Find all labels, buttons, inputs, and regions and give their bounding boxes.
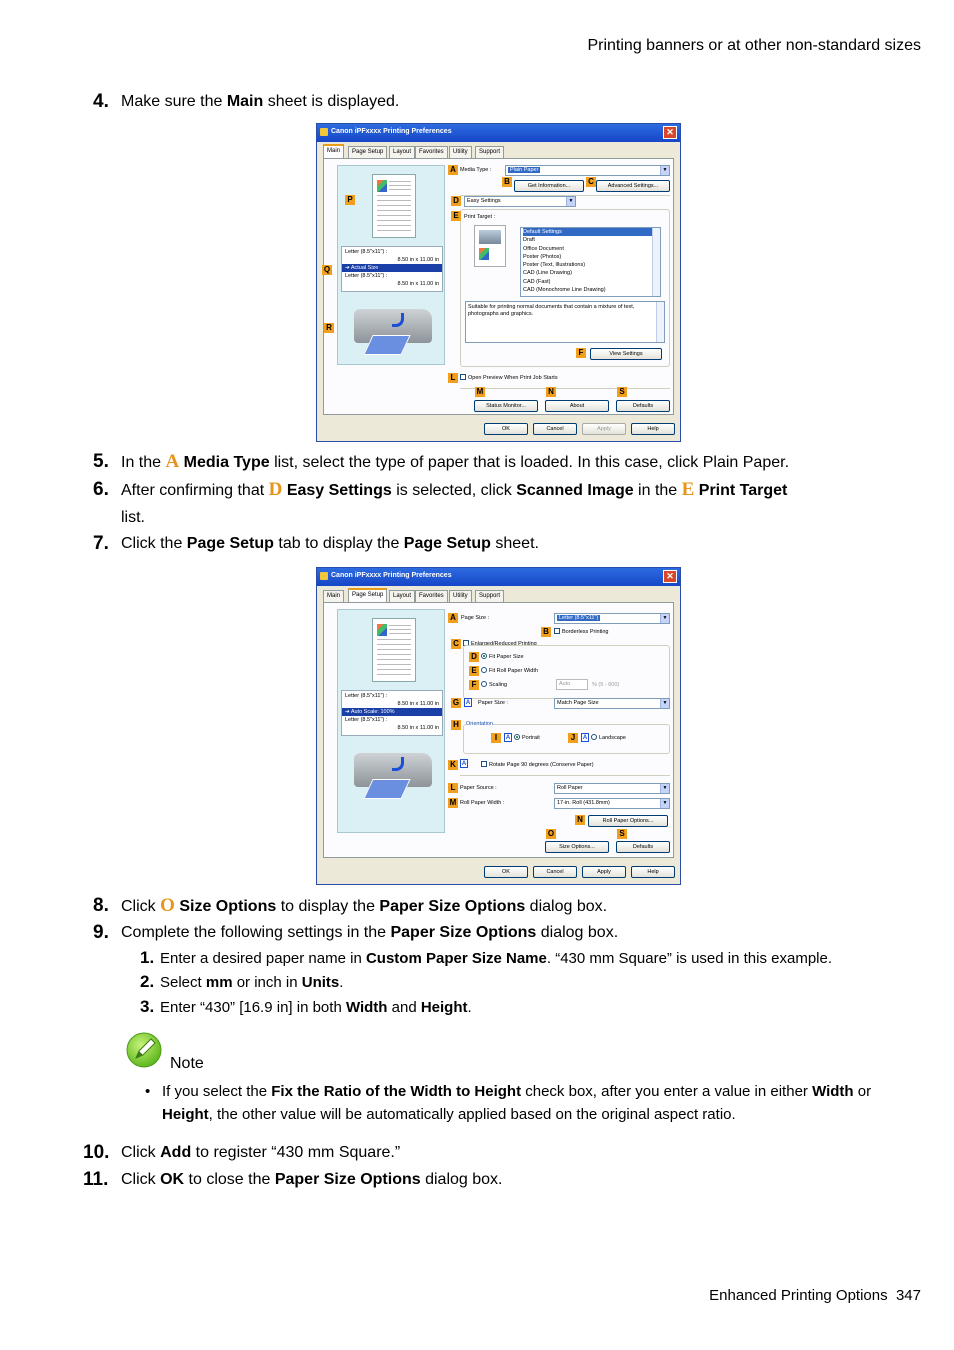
note-title: Note [170, 1055, 204, 1072]
paper-size-label: Paper Size : [478, 700, 508, 706]
size-line: 8.50 in x 11.00 in [397, 725, 439, 731]
callout-e: E [451, 211, 461, 221]
callout-key: D [268, 479, 283, 500]
printer-illustration [348, 745, 438, 803]
running-footer [709, 1287, 921, 1304]
text: in the [633, 482, 682, 499]
bold-term: mm [205, 974, 233, 991]
radio[interactable] [591, 734, 597, 740]
bold-term: Units [301, 974, 340, 991]
orientation-label: Orientation [466, 721, 493, 727]
roll-paper-options-button[interactable]: Roll Paper Options... [588, 815, 668, 827]
text: to close the [184, 1171, 275, 1188]
description-scrollbar[interactable] [656, 302, 664, 342]
checkbox[interactable] [554, 628, 560, 634]
callout-j: J [568, 733, 578, 743]
bullet-icon: • [145, 1083, 151, 1100]
text: to display the [276, 898, 380, 915]
callout-l: L [448, 373, 458, 383]
step-number: 6. [93, 479, 109, 500]
list-item[interactable]: Default Settings [523, 228, 660, 236]
bold-term: Page Setup [186, 535, 274, 552]
text: list. [121, 509, 145, 526]
media-type-value: Plain Paper [510, 167, 539, 173]
chevron-down-icon: ▼ [660, 699, 669, 708]
rotate-icon: A [461, 761, 467, 767]
chevron-down-icon: ▼ [660, 799, 669, 808]
ok-button[interactable]: OK [484, 866, 528, 878]
fit-roll-label: Fit Roll Paper Width [489, 668, 538, 674]
running-header: Printing banners or at other non-standard sizes [587, 37, 921, 54]
text: Select [160, 974, 206, 991]
callout-p: P [345, 195, 355, 205]
callout-n: N [575, 815, 585, 825]
text: Make sure the [121, 93, 227, 110]
tab-page-setup[interactable]: Page Setup [348, 588, 387, 602]
page-setup-panel [323, 602, 674, 858]
text: Enter a desired paper name in [160, 950, 366, 967]
preview-area [337, 609, 445, 833]
print-target-list[interactable] [520, 227, 661, 297]
step-text [121, 919, 881, 946]
advanced-settings-button[interactable]: Advanced Settings... [596, 180, 670, 192]
page-size-select[interactable] [554, 613, 670, 624]
paper-source-label: Paper Source : [460, 785, 497, 791]
note-pencil-icon [124, 1031, 164, 1069]
substep-number: 3. [140, 997, 155, 1016]
description-text: Suitable for printing normal documents that contain a mixture of text, photographs and graphics. [468, 304, 635, 317]
step-11 [83, 1166, 883, 1194]
callout-e: E [469, 666, 479, 676]
callout-d: D [451, 196, 461, 206]
apply-button[interactable]: Apply [582, 423, 626, 435]
apply-button[interactable]: Apply [582, 866, 626, 878]
text: . “430 mm Square” is used in this example. [546, 950, 832, 967]
tab-support[interactable]: Support [475, 590, 504, 602]
substep-3 [140, 995, 472, 1020]
callout-k: K [448, 760, 458, 770]
radio[interactable] [514, 734, 520, 740]
text: Complete the following settings in the [121, 924, 391, 941]
text: is selected, click [391, 482, 517, 499]
list-item[interactable]: Draft [523, 237, 535, 244]
substep-number: 2. [140, 972, 155, 991]
callout-f: F [576, 348, 586, 358]
media-type-label: Media Type : [460, 167, 492, 173]
page-size-value: Letter (8.5"x11") [559, 615, 599, 621]
main-sheet-panel [323, 158, 674, 415]
ok-button[interactable]: OK [484, 423, 528, 435]
bold-term: Add [160, 1144, 192, 1161]
fit-paper-size-radio[interactable] [481, 653, 524, 661]
text: check box, after you enter a value in either [521, 1083, 813, 1100]
callout-a: A [448, 165, 458, 175]
callout-s: S [617, 387, 627, 397]
text: Click [121, 898, 161, 915]
portrait-icon: A [505, 735, 511, 741]
checkbox[interactable] [481, 761, 487, 767]
radio[interactable] [481, 667, 487, 673]
step-number: 5. [93, 451, 109, 472]
callout-key: A [165, 451, 180, 472]
bold-term: Paper Size Options [390, 924, 537, 941]
defaults-button[interactable]: Defaults [616, 841, 670, 853]
help-button[interactable]: Help [631, 866, 675, 878]
callout-i: I [491, 733, 501, 743]
text: sheet. [490, 535, 539, 552]
text: sheet is displayed. [263, 93, 400, 110]
step-text [121, 1139, 881, 1166]
bold-term: Width [345, 999, 388, 1016]
text: . [467, 999, 472, 1016]
list-item[interactable]: Poster (Text, Illustrations) [523, 262, 586, 269]
paper-size-icon: A [465, 700, 471, 706]
dialog-title-bar [317, 124, 680, 142]
easy-settings-value: Easy Settings [467, 198, 501, 204]
text: and [387, 999, 421, 1016]
bold-term: OK [160, 1171, 185, 1188]
callout-key: O [160, 895, 175, 916]
landscape-label: Landscape [599, 735, 626, 741]
close-icon[interactable]: ✕ [663, 126, 677, 139]
photo-thumbnail [377, 624, 387, 636]
page-number: 347 [895, 1287, 921, 1304]
callout-r: R [324, 323, 334, 333]
text: list, select the type of paper that is loaded. In this case, click Plain Paper. [269, 454, 790, 471]
paper-source-select[interactable] [554, 783, 670, 794]
step-text [121, 476, 881, 531]
callout-d: D [469, 652, 479, 662]
step-text [121, 88, 881, 115]
bold-term: Height [420, 999, 468, 1016]
text: Click the [121, 535, 187, 552]
bold-term: Media Type [183, 454, 270, 471]
list-scrollbar[interactable] [652, 228, 660, 296]
text: dialog box. [525, 898, 608, 915]
callout-c: C [451, 639, 461, 649]
step-9 [93, 919, 893, 947]
paper-source-value: Roll Paper [557, 785, 583, 791]
text: If you select the [162, 1083, 272, 1100]
defaults-button[interactable]: Defaults [616, 400, 670, 412]
tab-page-setup[interactable]: Page Setup [348, 146, 387, 158]
get-information-button[interactable]: Get Information... [514, 180, 584, 192]
list-item[interactable]: CAD (Line Drawing) [523, 270, 572, 277]
printer-icon [320, 128, 328, 136]
text: dialog box. [536, 924, 619, 941]
callout-s: S [617, 829, 627, 839]
fit-paper-label: Fit Paper Size [489, 654, 524, 660]
step-number: 10. [83, 1142, 110, 1163]
step-4 [93, 88, 893, 116]
callout-f: F [469, 680, 479, 690]
text: . [339, 974, 344, 991]
printer-illustration [348, 301, 438, 359]
callout-o: O [547, 829, 555, 838]
callout-n: N [546, 387, 556, 397]
callout-b: B [541, 627, 551, 637]
list-item[interactable]: Poster (Photos) [523, 253, 562, 260]
text: Click [121, 1171, 161, 1188]
tab-favorites[interactable]: Favorites [415, 590, 448, 602]
dialog-title-bar [317, 568, 680, 586]
step-number: 9. [93, 922, 109, 943]
open-preview-checkbox[interactable] [460, 374, 558, 382]
divider [460, 775, 670, 776]
rotate-checkbox[interactable] [481, 761, 594, 769]
step-text [121, 892, 881, 920]
text: to register “430 mm Square.” [191, 1144, 401, 1161]
borderless-label: Borderless Printing [562, 629, 609, 635]
page-preview [372, 618, 416, 682]
roll-width-label: Roll Paper Width : [460, 800, 505, 806]
scaling-range: % (5 - 600) [592, 682, 620, 688]
scaling-radio[interactable] [481, 681, 507, 689]
substep-number: 1. [140, 948, 155, 967]
bold-term: Custom Paper Size Name [365, 950, 547, 967]
tab-main[interactable]: Main [323, 590, 344, 602]
step-6 [93, 476, 893, 526]
callout-q: Q [323, 265, 331, 274]
callout-g: G [452, 698, 460, 707]
printer-icon [320, 572, 328, 580]
step-text [121, 530, 881, 557]
radio[interactable] [481, 681, 487, 687]
substep-1 [140, 946, 832, 971]
help-button[interactable]: Help [631, 423, 675, 435]
size-line: ➔ Actual Size [342, 264, 442, 272]
size-info-box [341, 690, 443, 736]
size-line: 8.50 in x 11.00 in [397, 257, 439, 263]
size-line: Letter (8.5"x11") : [345, 717, 388, 723]
step-text [121, 1166, 881, 1193]
text: tab to display the [273, 535, 404, 552]
bold-term: Fix the Ratio of the Width to Height [271, 1083, 522, 1100]
thumbnail-photo [479, 248, 489, 260]
size-line: Letter (8.5"x11") : [345, 693, 388, 699]
paper-size-value: Match Page Size [557, 700, 599, 706]
callout-c: C [586, 177, 596, 187]
chevron-down-icon: ▼ [566, 197, 575, 206]
enlarged-label: Enlarged/Reduced Printing [471, 641, 537, 647]
bold-term: Height [162, 1106, 209, 1123]
open-preview-label: Open Preview When Print Job Starts [468, 375, 558, 381]
thumbnail-image [479, 230, 501, 244]
callout-m: M [476, 387, 484, 396]
landscape-icon: A [582, 735, 588, 741]
dialog-title: Canon iPFxxxx Printing Preferences [331, 572, 452, 579]
bold-term: Paper Size Options [274, 1171, 421, 1188]
view-settings-button[interactable]: View Settings [590, 348, 662, 360]
bold-term: Width [812, 1083, 854, 1100]
chevron-down-icon: ▼ [660, 614, 669, 623]
bold-term: Main [226, 93, 264, 110]
bold-term: Size Options [179, 898, 277, 915]
about-button[interactable]: About [545, 400, 609, 412]
step-8 [93, 892, 893, 920]
bold-term: Scanned Image [516, 482, 634, 499]
list-item[interactable]: CAD (Monochrome Line Drawing) [523, 287, 606, 294]
bold-term: Print Target [698, 482, 788, 499]
tab-main[interactable]: Main [323, 144, 344, 158]
tab-favorites[interactable]: Favorites [415, 146, 448, 158]
step-number: 4. [93, 91, 109, 112]
photo-thumbnail [377, 180, 387, 192]
size-options-button[interactable]: Size Options... [545, 841, 609, 853]
size-line: 8.50 in x 11.00 in [397, 701, 439, 707]
text: In the [121, 454, 166, 471]
paper-size-select[interactable] [554, 698, 670, 709]
tab-utility[interactable]: Utility [449, 146, 472, 158]
text: Click [121, 1144, 161, 1161]
tab-layout[interactable]: Layout [389, 590, 415, 602]
page-setup-dialog [316, 567, 681, 885]
description-box [465, 301, 665, 343]
cancel-button[interactable]: Cancel [533, 423, 577, 435]
cancel-button[interactable]: Cancel [533, 866, 577, 878]
landscape-radio[interactable] [581, 733, 626, 742]
page-preview [372, 174, 416, 238]
callout-h: H [451, 720, 461, 730]
step-10 [83, 1139, 883, 1167]
divider [460, 388, 670, 389]
size-line: ➔ Auto Scale: 100% [342, 708, 442, 716]
dialog-title: Canon iPFxxxx Printing Preferences [331, 128, 452, 135]
text: or inch in [232, 974, 302, 991]
checkbox[interactable] [460, 374, 466, 380]
print-target-label: Print Target : [464, 214, 496, 220]
main-sheet-dialog [316, 123, 681, 442]
text: dialog box. [420, 1171, 503, 1188]
step-text [121, 448, 881, 476]
roll-width-value: 17-in. Roll (431.8mm) [557, 800, 610, 806]
callout-l: L [448, 783, 458, 793]
step-number: 11. [83, 1169, 109, 1190]
portrait-radio[interactable] [504, 733, 540, 742]
step-5 [93, 448, 893, 476]
radio[interactable] [481, 653, 487, 659]
bold-term: Easy Settings [286, 482, 392, 499]
footer-section: Enhanced Printing Options [709, 1287, 888, 1304]
media-type-select[interactable] [505, 165, 670, 176]
list-item[interactable]: Office Document [523, 245, 564, 252]
target-thumbnail [474, 225, 506, 267]
page-size-label: Page Size : [461, 615, 490, 621]
tab-layout[interactable]: Layout [389, 146, 415, 158]
rotate-label: Rotate Page 90 degrees (Conserve Paper) [489, 762, 594, 768]
scaling-label: Scaling [489, 682, 508, 688]
close-icon[interactable]: ✕ [663, 570, 677, 583]
substep-2 [140, 970, 343, 995]
tab-utility[interactable]: Utility [449, 590, 472, 602]
portrait-label: Portrait [522, 735, 540, 741]
callout-b: B [502, 177, 512, 187]
easy-settings-select[interactable] [464, 196, 576, 207]
chevron-down-icon: ▼ [660, 166, 669, 175]
step-number: 7. [93, 533, 109, 554]
step-number: 8. [93, 895, 109, 916]
callout-a: A [448, 613, 458, 623]
size-info-box [341, 246, 443, 292]
scaling-input[interactable] [556, 679, 588, 690]
list-item[interactable]: CAD (Fast) [523, 278, 551, 285]
tab-support[interactable]: Support [475, 146, 504, 158]
status-monitor-button[interactable]: Status Monitor... [474, 400, 538, 412]
callout-m: M [449, 798, 457, 807]
bold-term: Page Setup [403, 535, 491, 552]
callout-key: E [681, 479, 695, 500]
note-text [162, 1080, 875, 1126]
size-line: Letter (8.5"x11") : [345, 273, 388, 279]
step-7 [93, 530, 893, 558]
text: Enter “430” [16.9 in] in both [160, 999, 346, 1016]
size-line: Letter (8.5"x11") : [345, 249, 388, 255]
bold-term: Paper Size Options [379, 898, 526, 915]
fit-roll-width-radio[interactable] [481, 667, 538, 675]
size-line: 8.50 in x 11.00 in [397, 281, 439, 287]
scaling-value: Auto [559, 681, 571, 687]
text: or [853, 1083, 872, 1100]
borderless-checkbox[interactable] [554, 628, 608, 636]
text: , the other value will be automatically applied based on the original aspect ratio. [208, 1106, 736, 1123]
text: After confirming that [121, 482, 269, 499]
roll-width-select[interactable] [554, 798, 670, 809]
chevron-down-icon: ▼ [660, 784, 669, 793]
